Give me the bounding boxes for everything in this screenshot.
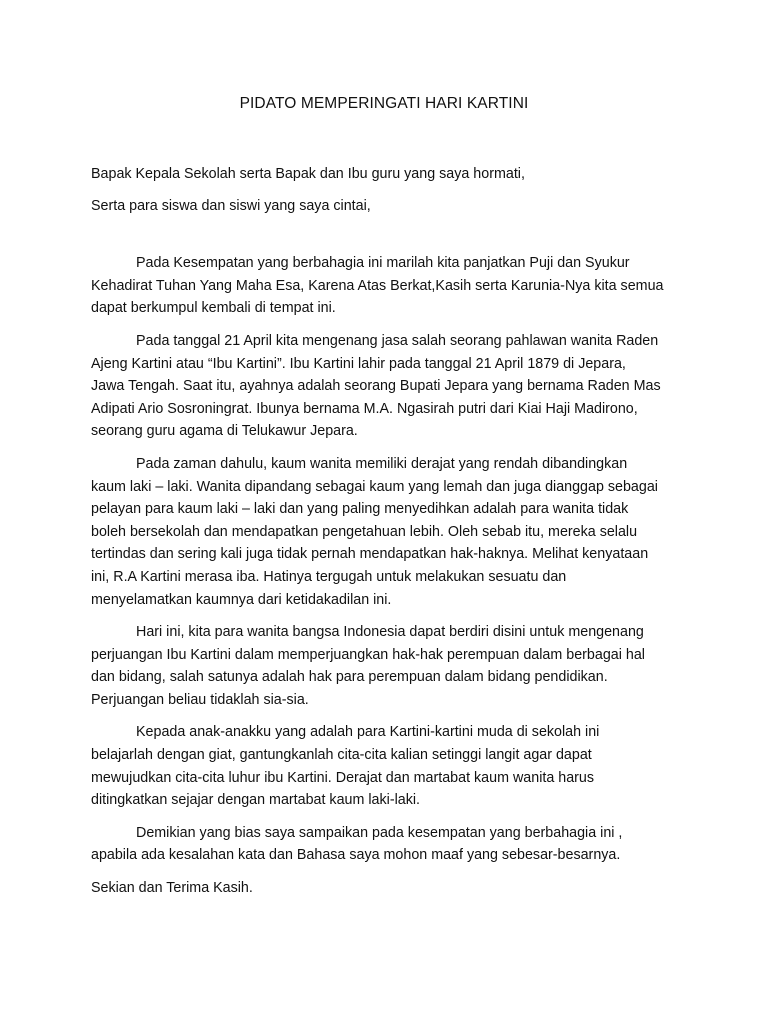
salutation-students: Serta para siswa dan siswi yang saya cintai, (91, 197, 371, 214)
paragraph-line: dan bidang, salah satunya adalah hak para perempuan dalam bidang pendidikan. (91, 669, 608, 686)
paragraph-students-message (91, 721, 681, 811)
paragraph-line: Demikian yang bias saya sampaikan pada kesempatan yang berbahagia ini , (136, 824, 623, 841)
document-body (91, 163, 681, 900)
paragraph-line: mewujudkan cita-cita luhur ibu Kartini. Derajat dan martabat kaum wanita harus (91, 769, 595, 786)
paragraph-kartini-biography (91, 330, 681, 443)
paragraph-line: boleh bersekolah dan mendapatkan pengetahuan lebih. Oleh sebab itu, mereka selalu (91, 523, 638, 540)
paragraph-line: ini, R.A Kartini merasa iba. Hatinya tergugah untuk melakukan sesuatu dan (91, 568, 567, 585)
paragraph-line: kaum laki – laki. Wanita dipandang sebagai kaum yang lemah dan juga dianggap sebagai (91, 478, 658, 495)
paragraph-today (91, 621, 681, 711)
paragraph-line: Adipati Ario Sosroningrat. Ibunya bernama M.A. Ngasirah putri dari Kiai Haji Madirono, (91, 400, 638, 417)
paragraph-line: Hari ini, kita para wanita bangsa Indonesia dapat berdiri disini untuk mengenang (136, 624, 644, 641)
paragraph-line: seorang guru agama di Telukawur Jepara. (91, 423, 358, 440)
paragraph-line: belajarlah dengan giat, gantungkanlah cita-cita kalian setinggi langit agar dapat (91, 747, 592, 764)
salutation-teachers: Bapak Kepala Sekolah serta Bapak dan Ibu guru yang saya hormati, (91, 166, 525, 182)
paragraph-line: perjuangan Ibu Kartini dalam memperjuangkan hak-hak perempuan dalam berbagai hal (91, 646, 645, 663)
paragraph-line: Pada tanggal 21 April kita mengenang jasa salah seorang pahlawan wanita Raden (136, 332, 659, 349)
paragraph-line: apabila ada kesalahan kata dan Bahasa saya mohon maaf yang sebesar-besarnya. (91, 847, 621, 864)
paragraph-line: Kepada anak-anakku yang adalah para Kartini-kartini muda di sekolah ini (136, 724, 600, 741)
paragraph-line: Kehadirat Tuhan Yang Maha Esa, Karena Atas Berkat,Kasih serta Karunia-Nya kita semua (91, 277, 664, 294)
paragraph-line: Jawa Tengah. Saat itu, ayahnya adalah seorang Bupati Jepara yang bernama Raden Mas (91, 378, 661, 395)
spacer (91, 226, 681, 252)
paragraph-line: Pada zaman dahulu, kaum wanita memiliki derajat yang rendah dibandingkan (136, 455, 628, 472)
paragraph-closing-remarks (91, 822, 681, 867)
paragraph-line: menyelamatkan kaumnya dari ketidakadilan ini. (91, 591, 392, 608)
paragraph-line: Pada Kesempatan yang berbahagia ini marilah kita panjatkan Puji dan Syukur (136, 255, 630, 272)
paragraph-line: tertindas dan sering kali juga tidak pernah mendapatkan hak-haknya. Melihat kenyataan (91, 546, 649, 563)
paragraph-line: Ajeng Kartini atau “Ibu Kartini”. Ibu Kartini lahir pada tanggal 21 April 1879 di Jepara, (91, 355, 626, 372)
paragraph-line: pelayan para kaum laki – laki dan yang paling menyedihkan adalah para wanita tidak (91, 501, 629, 518)
closing-line: Sekian dan Terima Kasih. (91, 880, 253, 897)
paragraph-opening (91, 252, 681, 320)
paragraph-line: Perjuangan beliau tidaklah sia-sia. (91, 691, 309, 708)
paragraph-history (91, 453, 681, 611)
document-title: PIDATO MEMPERINGATI HARI KARTINI (239, 95, 529, 112)
paragraph-line: dapat berkumpul kembali di tempat ini. (91, 300, 336, 317)
paragraph-line: ditingkatkan sejajar dengan martabat kaum laki-laki. (91, 792, 421, 809)
